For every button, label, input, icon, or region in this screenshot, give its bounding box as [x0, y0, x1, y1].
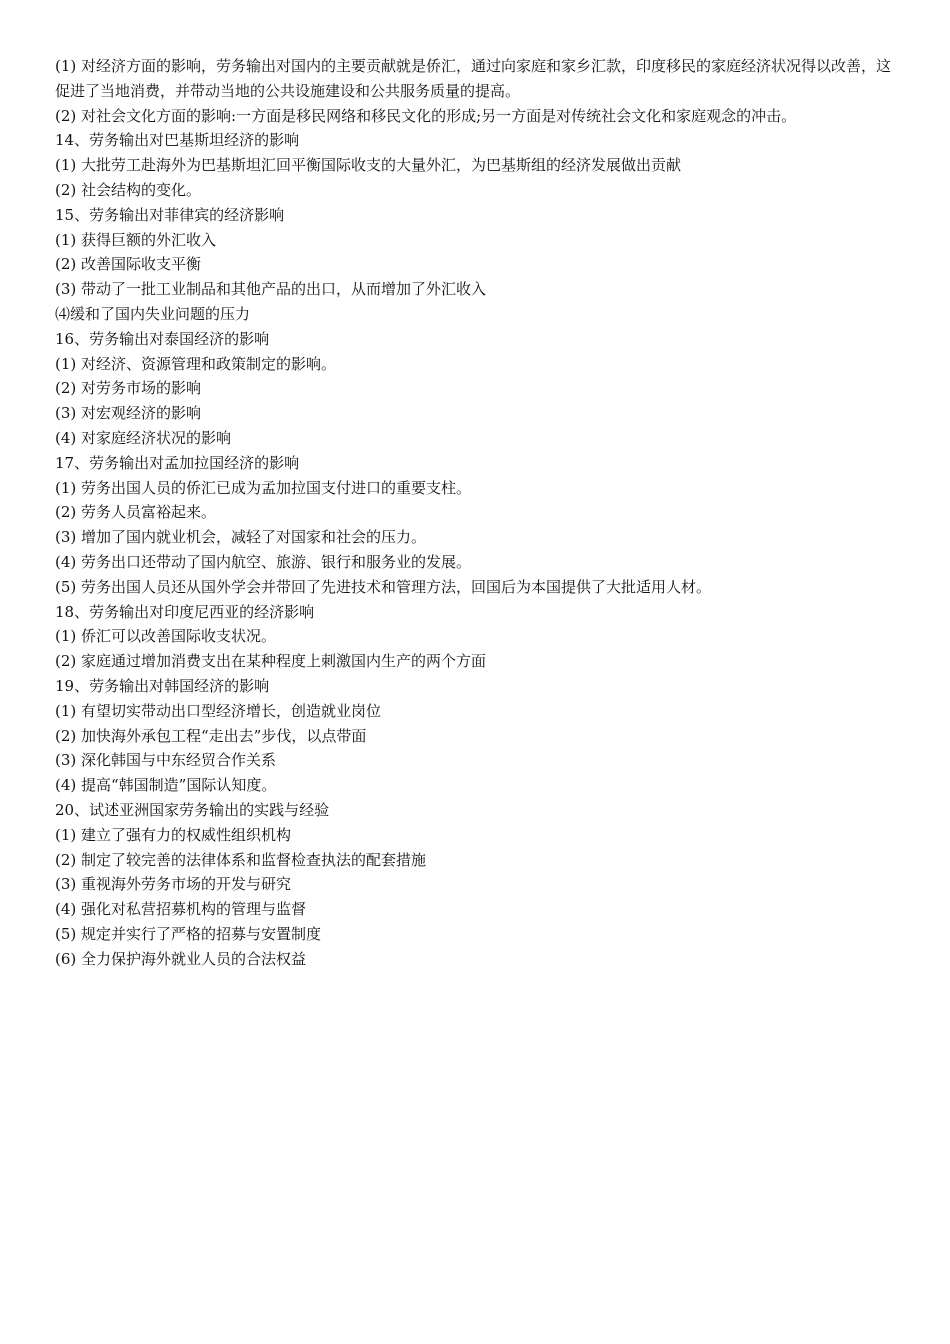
section-heading: 14、劳务输出对巴基斯坦经济的影响: [55, 131, 300, 150]
section-heading: 19、劳务输出对韩国经济的影响: [55, 676, 270, 695]
section-heading: 15、劳务输出对菲律宾的经济影响: [55, 205, 285, 224]
list-item: (1) 侨汇可以改善国际收支状况。: [55, 627, 277, 646]
list-item: (2) 改善国际收支平衡: [55, 255, 202, 274]
list-item: (1) 劳务出国人员的侨汇已成为孟加拉国支付进口的重要支柱。: [55, 478, 472, 497]
list-item: (3) 重视海外劳务市场的开发与研究: [55, 875, 292, 894]
list-item: (4) 提高“韩国制造”国际认知度。: [55, 776, 277, 795]
list-item: (1) 有望切实带动出口型经济增长，创造就业岗位: [55, 701, 382, 720]
section-heading: 18、劳务输出对印度尼西亚的经济影响: [55, 602, 315, 621]
list-item: (1) 获得巨额的外汇收入: [55, 230, 217, 249]
list-item: (2) 制定了较完善的法律体系和监督检查执法的配套措施: [55, 850, 427, 869]
list-item: (6) 全力保护海外就业人员的合法权益: [55, 949, 307, 968]
list-item: (1) 对经济、资源管理和政策制定的影响。: [55, 354, 337, 373]
list-item: (5) 劳务出国人员还从国外学会并带回了先进技术和管理方法，回国后为本国提供了大批适用人材。: [55, 577, 712, 596]
list-item: (2) 对劳务市场的影响: [55, 379, 202, 398]
list-item: (4) 劳务出口还带动了国内航空、旅游、银行和服务业的发展。: [55, 552, 472, 571]
list-item: (2) 家庭通过增加消费支出在某种程度上刺激国内生产的两个方面: [55, 652, 487, 671]
list-item: (2) 对社会文化方面的影响:一方面是移民网络和移民文化的形成;另一方面是对传统社会文化和家庭观念的冲击。: [55, 106, 797, 125]
list-item: (2) 劳务人员富裕起来。: [55, 503, 217, 522]
list-item: (2) 加快海外承包工程“走出去”步伐，以点带面: [55, 726, 367, 745]
list-item: (2) 社会结构的变化。: [55, 180, 202, 199]
document-page: [55, 54, 905, 971]
list-item: (3) 对宏观经济的影响: [55, 404, 202, 423]
list-item: ⑷缓和了国内失业问题的压力: [55, 304, 251, 323]
section-heading: 20、试述亚洲国家劳务输出的实践与经验: [55, 800, 330, 819]
list-item: (5) 规定并实行了严格的招募与安置制度: [55, 924, 322, 943]
list-item: (3) 深化韩国与中东经贸合作关系: [55, 751, 277, 770]
list-item: (1) 建立了强有力的权威性组织机构: [55, 825, 292, 844]
list-item: (4) 强化对私营招募机构的管理与监督: [55, 900, 307, 919]
list-item: (1) 对经济方面的影响，劳务输出对国内的主要贡献就是侨汇，通过向家庭和家乡汇款，印度移民的家庭经济状况得以改善，这促进了当地消费，并带动当地的公共设施建设和公共服务质量的提高。: [55, 57, 892, 100]
list-item: (4) 对家庭经济状况的影响: [55, 428, 232, 447]
list-item: (1) 大批劳工赴海外为巴基斯坦汇回平衡国际收支的大量外汇，为巴基斯组的经济发展做出贡献: [55, 156, 682, 175]
section-heading: 16、劳务输出对泰国经济的影响: [55, 329, 270, 348]
list-item: (3) 增加了国内就业机会，减轻了对国家和社会的压力。: [55, 528, 427, 547]
section-heading: 17、劳务输出对孟加拉国经济的影响: [55, 453, 300, 472]
list-item: (3) 带动了一批工业制品和其他产品的出口，从而增加了外汇收入: [55, 280, 487, 299]
